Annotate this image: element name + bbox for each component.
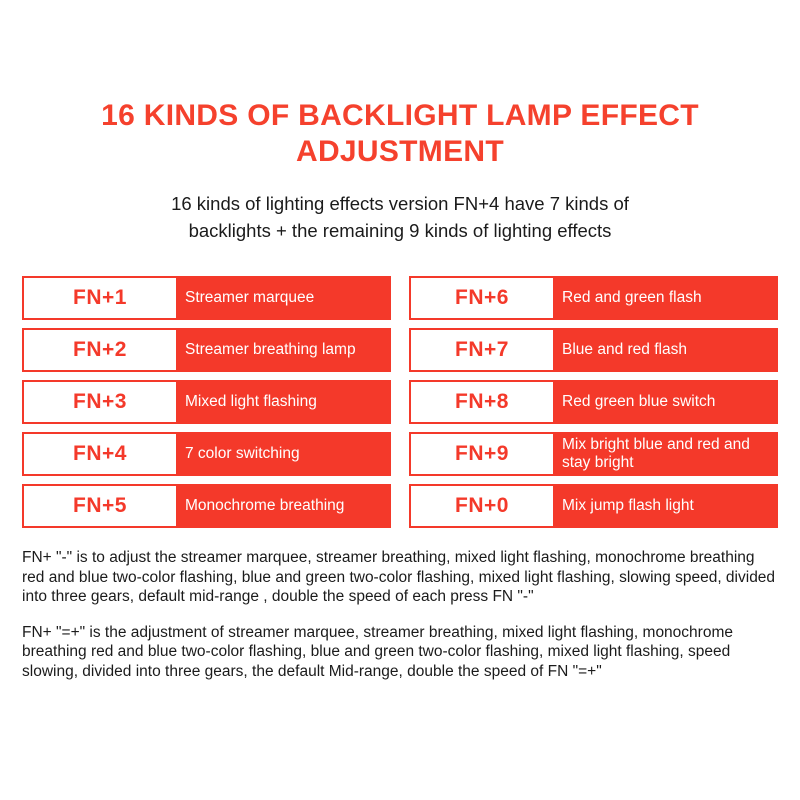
notes-section bbox=[0, 548, 800, 681]
shortcut-effect: Red and green flash bbox=[553, 278, 776, 318]
table-row bbox=[409, 380, 778, 424]
shortcut-key: FN+5 bbox=[24, 486, 176, 526]
note-paragraph-plus: FN+ "=+" is the adjustment of streamer marquee, streamer breathing, mixed light flashing, monochrome breathing red and blue two-color flashing, blue and green two-color flashing, mixed light flashing, speed slowing, divided into three gears, the default Mid-range, double the speed of FN "=+" bbox=[22, 623, 733, 680]
shortcut-effect: Mixed light flashing bbox=[176, 382, 389, 422]
shortcut-key: FN+6 bbox=[411, 278, 553, 318]
shortcut-key: FN+2 bbox=[24, 330, 176, 370]
table-row bbox=[22, 328, 391, 372]
shortcut-effect: Streamer breathing lamp bbox=[176, 330, 389, 370]
page-subtitle bbox=[0, 190, 800, 244]
table-row bbox=[409, 432, 778, 476]
shortcut-effect: Monochrome breathing bbox=[176, 486, 389, 526]
shortcut-column-left bbox=[22, 276, 391, 528]
shortcut-key: FN+3 bbox=[24, 382, 176, 422]
table-row bbox=[409, 276, 778, 320]
shortcut-key: FN+9 bbox=[411, 434, 553, 474]
shortcut-key: FN+1 bbox=[24, 278, 176, 318]
page-title-line-2: ADJUSTMENT bbox=[295, 135, 504, 168]
page-subtitle-line-2: backlights + the remaining 9 kinds of lighting effects bbox=[188, 220, 612, 241]
table-row bbox=[22, 432, 391, 476]
table-row bbox=[22, 380, 391, 424]
shortcut-key: FN+7 bbox=[411, 330, 553, 370]
shortcut-effect: Red green blue switch bbox=[553, 382, 776, 422]
table-row bbox=[22, 484, 391, 528]
page-title bbox=[0, 0, 800, 170]
shortcut-key: FN+8 bbox=[411, 382, 553, 422]
shortcut-column-right bbox=[409, 276, 778, 528]
note-paragraph-minus: FN+ "-" is to adjust the streamer marquee, streamer breathing, mixed light flashing, monochrome breathing red and blue two-color flashing, blue and green two-color flashing, mixed light flashing, slowing speed, divided into three gears, default mid-range , double the speed of each press FN "-" bbox=[22, 549, 776, 605]
shortcut-effect: Mix jump flash light bbox=[553, 486, 776, 526]
shortcut-effect: Blue and red flash bbox=[553, 330, 776, 370]
page-title-line-1: 16 KINDS OF BACKLIGHT LAMP EFFECT bbox=[101, 99, 699, 132]
shortcut-table bbox=[0, 276, 800, 528]
page-subtitle-line-1: 16 kinds of lighting effects version FN+4 have 7 kinds of bbox=[171, 193, 629, 214]
table-row bbox=[409, 328, 778, 372]
shortcut-effect: Mix bright blue and red and stay bright bbox=[553, 434, 776, 474]
shortcut-effect: 7 color switching bbox=[176, 434, 389, 474]
table-row bbox=[22, 276, 391, 320]
shortcut-effect: Streamer marquee bbox=[176, 278, 389, 318]
shortcut-key: FN+0 bbox=[411, 486, 553, 526]
shortcut-key: FN+4 bbox=[24, 434, 176, 474]
table-row bbox=[409, 484, 778, 528]
